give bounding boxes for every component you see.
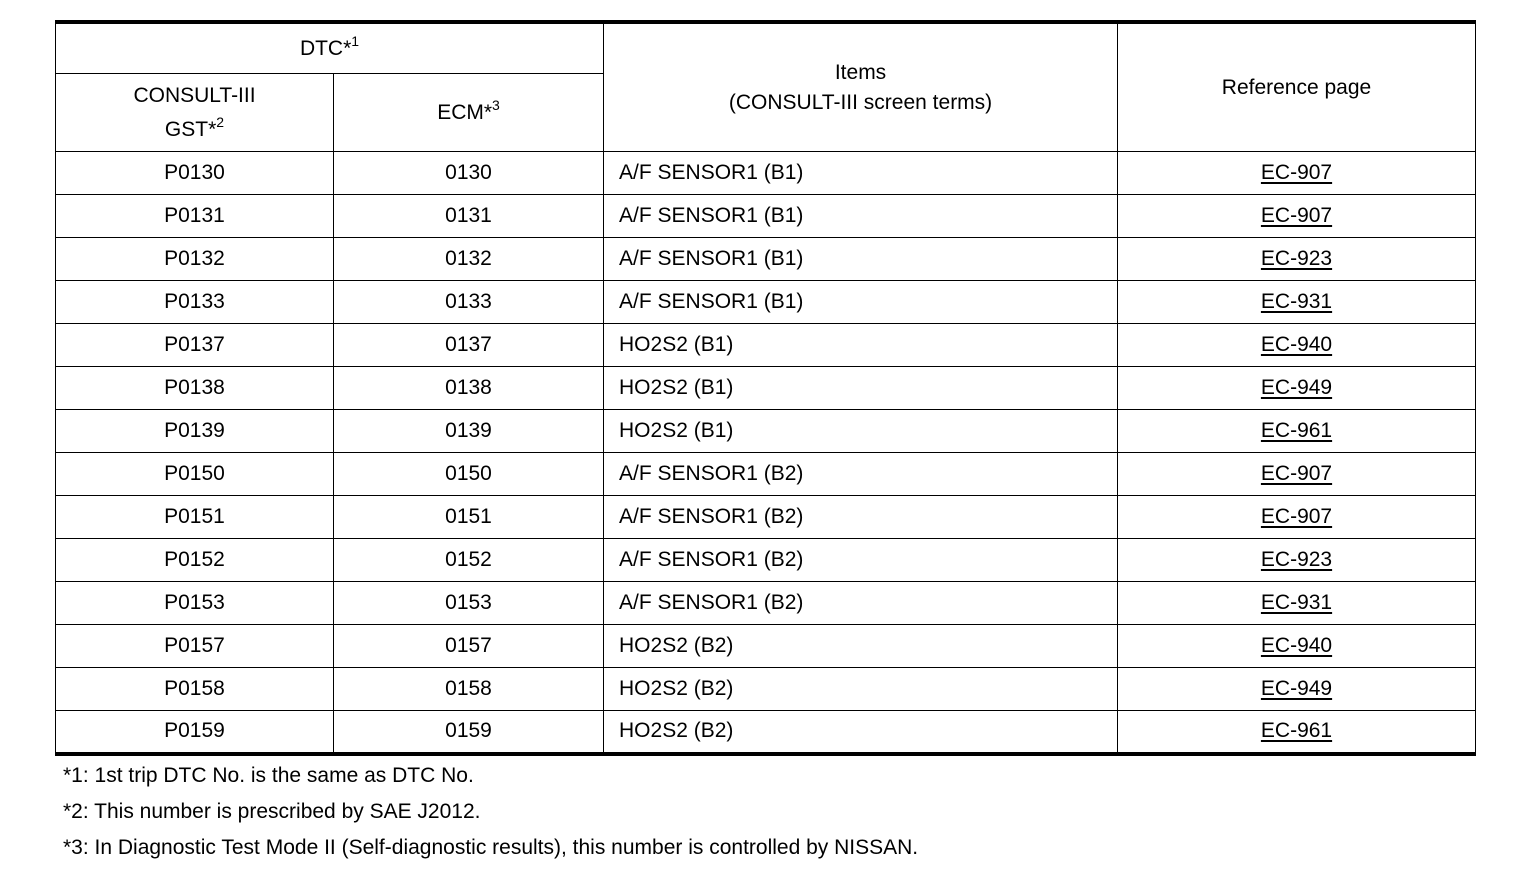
reference-cell [1118,711,1476,754]
item-name: HO2S2 (B2) [604,711,1118,754]
reference-link[interactable]: EC-931 [1260,290,1333,313]
reference-cell [1118,367,1476,410]
reference-cell [1118,668,1476,711]
consult-gst-code: P0133 [56,281,334,324]
ecm-code: 0150 [334,453,604,496]
reference-link[interactable]: EC-940 [1260,333,1333,356]
reference-link[interactable]: EC-961 [1260,419,1333,442]
reference-link[interactable]: EC-907 [1260,161,1333,184]
item-name: A/F SENSOR1 (B1) [604,195,1118,238]
reference-link[interactable]: EC-923 [1260,548,1333,571]
consult-gst-code: P0158 [56,668,334,711]
consult-gst-code: P0139 [56,410,334,453]
item-name: A/F SENSOR1 (B1) [604,238,1118,281]
ecm-code: 0151 [334,496,604,539]
table-row [56,625,1476,668]
ecm-code: 0153 [334,582,604,625]
reference-cell [1118,496,1476,539]
ecm-code: 0131 [334,195,604,238]
reference-cell [1118,539,1476,582]
consult-gst-code: P0153 [56,582,334,625]
table-row [56,324,1476,367]
consult-gst-code: P0157 [56,625,334,668]
reference-link[interactable]: EC-907 [1260,462,1333,485]
table-row [56,496,1476,539]
ecm-code: 0152 [334,539,604,582]
header-row-1 [56,22,1476,74]
footnote: *1: 1st trip DTC No. is the same as DTC No. [63,764,474,787]
table-row [56,281,1476,324]
reference-link[interactable]: EC-907 [1260,505,1333,528]
consult-gst-code: P0138 [56,367,334,410]
reference-cell [1118,238,1476,281]
consult-gst-code: P0152 [56,539,334,582]
ecm-code: 0133 [334,281,604,324]
items-header: Items (CONSULT-III screen terms) [604,22,1118,152]
item-name: A/F SENSOR1 (B2) [604,496,1118,539]
item-name: HO2S2 (B1) [604,367,1118,410]
item-name: A/F SENSOR1 (B1) [604,152,1118,195]
dtc-header: DTC*$^1$ [56,22,604,74]
reference-link[interactable]: EC-931 [1260,591,1333,614]
reference-cell [1118,281,1476,324]
ecm-code: 0130 [334,152,604,195]
ecm-header: ECM*$^3$ [334,74,604,152]
table-row [56,410,1476,453]
item-name: A/F SENSOR1 (B1) [604,281,1118,324]
ecm-code: 0158 [334,668,604,711]
reference-cell [1118,410,1476,453]
table-row [56,238,1476,281]
item-name: HO2S2 (B2) [604,668,1118,711]
table-row [56,711,1476,754]
consult-gst-code: P0130 [56,152,334,195]
table-row [56,668,1476,711]
reference-header: Reference page [1118,22,1476,152]
item-name: HO2S2 (B1) [604,324,1118,367]
reference-cell [1118,195,1476,238]
reference-link[interactable]: EC-940 [1260,634,1333,657]
ecm-code: 0157 [334,625,604,668]
item-name: A/F SENSOR1 (B2) [604,539,1118,582]
reference-cell [1118,625,1476,668]
table-row [56,453,1476,496]
ecm-code: 0132 [334,238,604,281]
footnote: *2: This number is prescribed by SAE J2012. [63,800,481,823]
footnotes [63,758,918,866]
ecm-code: 0137 [334,324,604,367]
consult-gst-code: P0137 [56,324,334,367]
ecm-code: 0138 [334,367,604,410]
consult-gst-code: P0132 [56,238,334,281]
reference-cell [1118,324,1476,367]
table-row [56,582,1476,625]
table-body [56,152,1476,754]
reference-link[interactable]: EC-907 [1260,204,1333,227]
consult-gst-header: CONSULT-III GST*$^2$ [56,74,334,152]
table-row [56,367,1476,410]
reference-cell [1118,152,1476,195]
item-name: A/F SENSOR1 (B2) [604,453,1118,496]
table-row [56,195,1476,238]
reference-link[interactable]: EC-949 [1260,677,1333,700]
consult-gst-code: P0159 [56,711,334,754]
consult-gst-code: P0151 [56,496,334,539]
consult-gst-code: P0150 [56,453,334,496]
reference-link[interactable]: EC-923 [1260,247,1333,270]
ecm-code: 0139 [334,410,604,453]
ecm-code: 0159 [334,711,604,754]
reference-cell [1118,453,1476,496]
footnote: *3: In Diagnostic Test Mode II (Self-diagnostic results), this number is controlled by NISSAN. [63,836,919,859]
reference-cell [1118,582,1476,625]
item-name: HO2S2 (B2) [604,625,1118,668]
item-name: HO2S2 (B1) [604,410,1118,453]
table-row [56,152,1476,195]
consult-gst-code: P0131 [56,195,334,238]
reference-link[interactable]: EC-961 [1260,719,1333,743]
table-row [56,539,1476,582]
dtc-table [55,20,1476,756]
reference-link[interactable]: EC-949 [1260,376,1333,399]
item-name: A/F SENSOR1 (B2) [604,582,1118,625]
